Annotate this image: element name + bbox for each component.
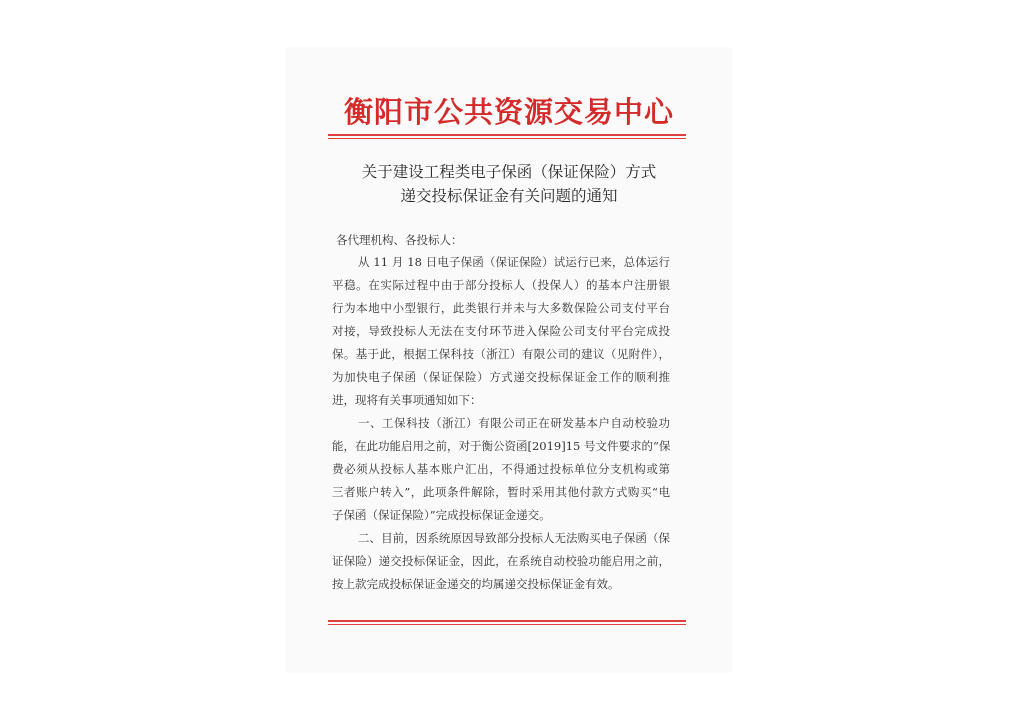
red-rule-top-thin (328, 138, 686, 139)
body-line: 进，现将有关事项通知如下： (332, 393, 482, 407)
body-line: 保。基于此，根据工保科技（浙江）有限公司的建议（见附件）， (332, 347, 670, 361)
body-line: 平稳。在实际过程中由于部分投标人（投保人）的基本户注册银 (332, 278, 670, 292)
body-line: 为加快电子保函（保证保险）方式递交投标保证金工作的顺利推 (332, 370, 670, 384)
red-rule-top (328, 134, 686, 136)
red-rule-bottom (328, 620, 686, 622)
body-line: 能，在此功能启用之前，对于衡公资函[2019]15 号文件要求的“保 (332, 439, 670, 453)
body-line: 子保函（保证保险）”完成投标保证金递交。 (332, 508, 551, 522)
red-rule-bottom-thin (328, 624, 686, 625)
body-line: 三者账户转入”，此项条件解除，暂时采用其他付款方式购买“电 (332, 485, 670, 499)
body-line: 二、目前，因系统原因导致部分投标人无法购买电子保函（保 (358, 531, 670, 545)
addressee: 各代理机构、各投标人： (336, 233, 463, 247)
body-line: 按上款完成投标保证金递交的均属递交投标保证金有效。 (332, 577, 620, 591)
notice-title-line-2: 递交投标保证金有关问题的通知 (400, 187, 618, 205)
letterhead-title: 衡阳市公共资源交易中心 (343, 95, 674, 129)
body-line: 一、工保科技（浙江）有限公司正在研发基本户自动校验功 (358, 416, 670, 430)
body-line: 行为本地中小型银行，此类银行并未与大多数保险公司支付平台 (332, 301, 670, 315)
body-line: 证保险）递交投标保证金，因此，在系统自动校验功能启用之前， (332, 554, 670, 568)
body-line: 对接，导致投标人无法在支付环节进入保险公司支付平台完成投 (332, 324, 670, 338)
notice-title-line-1: 关于建设工程类电子保函（保证保险）方式 (361, 163, 657, 181)
body-line: 从 11 月 18 日电子保函（保证保险）试运行已来，总体运行 (358, 255, 670, 269)
body-line: 费必须从投标人基本账户汇出，不得通过投标单位分支机构或第 (332, 462, 670, 476)
document-page (286, 48, 732, 672)
